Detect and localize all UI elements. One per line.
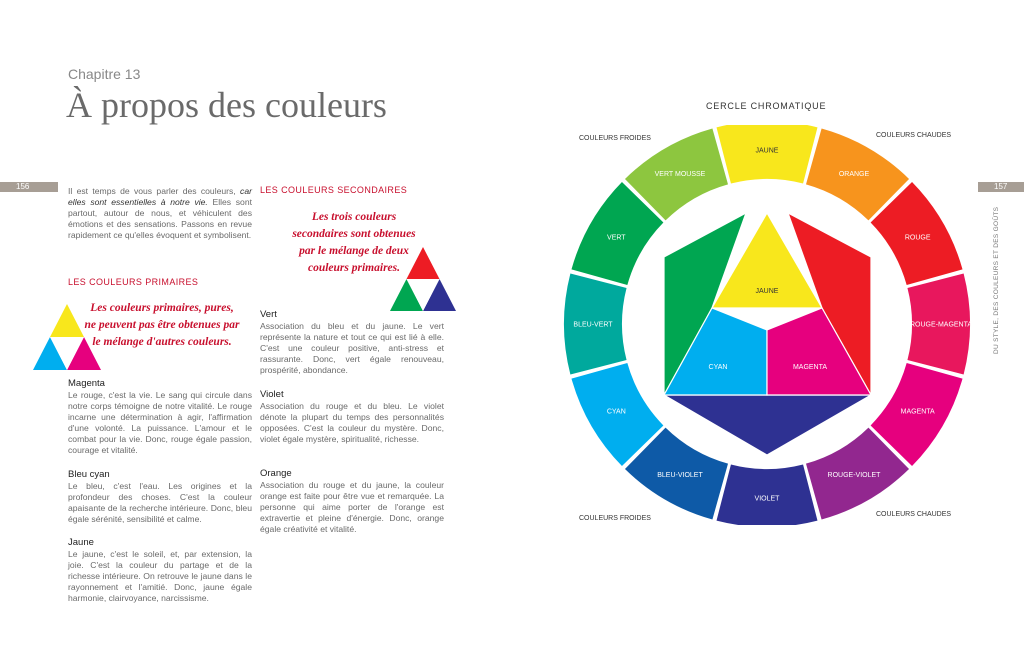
wheel-label-violet: VIOLET: [754, 495, 780, 503]
corner-warm-top: COULEURS CHAUDES: [876, 132, 952, 139]
wheel-label-orange: ORANGE: [838, 170, 870, 178]
corner-cold-bottom: COULEURS FROIDES: [579, 515, 651, 522]
term-magenta: Magenta: [68, 378, 105, 389]
page-title: À propos des couleurs: [66, 85, 387, 125]
text-jaune: Le jaune, c'est le soleil, et, par extension, la joie. C'est la couleur du partage et de la richesse intérieure. On retrouve le jaune dans le rayonnement et l'amitié. Donc, jaune égale harmonie, clairvoyance, narcissisme.: [68, 549, 252, 603]
intro-text-2: Elles sont partout, autour de nous, et véhiculent des émotions et des sensations. Passons en revue rapidement ce qu'elles évoquent et symbolisent.: [68, 197, 253, 240]
wheel-label-cyan: CYAN: [606, 408, 626, 416]
term-orange: Orange: [260, 468, 292, 479]
center-label-magenta: MAGENTA: [792, 364, 828, 371]
wheel-label-rouge-magenta: ROUGE-MAGENTA: [909, 321, 973, 329]
center-label-jaune: JAUNE: [755, 288, 779, 295]
corner-cold-top: COULEURS FROIDES: [579, 135, 651, 142]
color-wheel: [560, 125, 980, 525]
running-header-text: DU STYLE, DES COULEURS ET DES GOÛTS: [993, 206, 1000, 354]
term-bleu-cyan: Bleu cyan: [68, 469, 110, 480]
term-jaune: Jaune: [68, 537, 94, 548]
wheel-label-rouge-violet: ROUGE-VIOLET: [827, 472, 881, 480]
intro-paragraph: [68, 186, 252, 241]
text-orange: Association du rouge et du jaune, la couleur orange est faite pour être vue et remarquée. La personne qui aime porter de l'orange est extravertie et pleine d'énergie. Donc, orange égale créativité et vitalité.: [260, 480, 444, 534]
wheel-label-vert: VERT: [607, 234, 626, 242]
secondaires-heading: LES COULEURS SECONDAIRES: [260, 185, 408, 195]
center-label-cyan: CYAN: [708, 364, 728, 371]
text-violet: Association du rouge et du bleu. Le violet dénote la plupart du temps des personnalités opposées. C'est la couleur du mystère. Donc, violet égale mystère, spiritualité, richesse.: [260, 401, 444, 444]
primaires-heading: LES COULEURS PRIMAIRES: [68, 277, 199, 287]
intro-text-1: Il est temps de vous parler des couleurs,: [68, 186, 241, 196]
intro-emphasis: car elles sont essentielles à notre vie.: [68, 186, 252, 207]
wheel-label-vert-mousse: VERT MOUSSE: [654, 170, 706, 178]
secondary-triangle-illustration: [390, 247, 456, 311]
wheel-label-magenta: MAGENTA: [900, 408, 935, 416]
inner-violet: [664, 395, 871, 455]
wheel-ring: [564, 125, 972, 525]
yellow-triangle: [50, 304, 84, 337]
wheel-label-bleu-violet: BLEU-VIOLET: [657, 472, 703, 480]
red-triangle: [407, 247, 440, 279]
primaires-quote: Les couleurs primaires, pures, ne peuvent pas être obtenues par le mélange d'autres couleurs.: [84, 302, 240, 348]
page-number-left: 156: [0, 182, 58, 192]
text-vert: Association du bleu et du jaune. Le vert représente la nature et tout ce qui est lié à elle. C'est une couleur positive, anti-stress et rassurante. Donc, vert égale renouveau, prospérité, abondance.: [260, 321, 444, 375]
running-header: [993, 204, 1005, 354]
wheel-center: [664, 213, 871, 455]
page-number-right: 157: [978, 182, 1024, 192]
wheel-label-jaune: JAUNE: [755, 147, 779, 155]
term-vert: Vert: [260, 309, 277, 320]
wheel-label-rouge: ROUGE: [904, 234, 931, 242]
text-magenta: Le rouge, c'est la vie. Le sang qui circule dans notre corps témoigne de notre vitalité. Le rouge incarne une détermination à agir, l'affirmation d'une volonté. La puissance. L'amour et le combat pour la vie. Donc, rouge égale passion, courage et vitalité.: [68, 390, 252, 455]
wheel-label-bleu-vert: BLEU-VERT: [573, 321, 613, 329]
wheel-title: CERCLE CHROMATIQUE: [706, 101, 827, 111]
secondaires-quote: Les trois couleurs secondaires sont obtenues par le mélange de deux couleurs primaires.: [292, 211, 416, 274]
chapter-label: Chapitre 13: [68, 66, 141, 82]
corner-warm-bottom: COULEURS CHAUDES: [876, 511, 952, 518]
term-violet: Violet: [260, 389, 284, 400]
text-bleu-cyan: Le bleu, c'est l'eau. Les origines et la profondeur des choses. C'est la couleur apaisante de la recherche intérieure. Donc, bleu égale sérénité, sensibilité et calme.: [68, 481, 252, 524]
